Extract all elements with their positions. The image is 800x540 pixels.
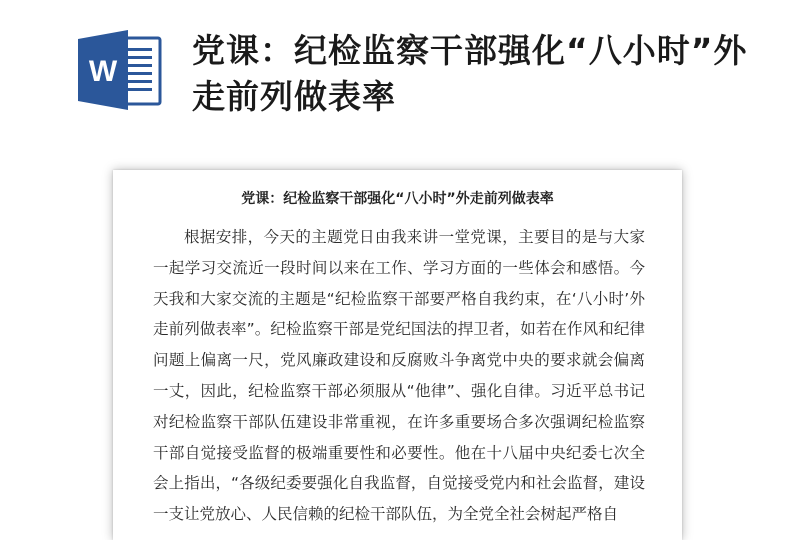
document-page-preview xyxy=(113,170,682,540)
document-title: 党课：纪检监察干部强化“八小时”外走前列做表率 xyxy=(241,191,554,207)
document-body-paragraph: 根据安排，今天的主题党日由我来讲一堂党课，主要目的是与大家一起学习交流近一段时间以来在工作、学习方面的一些体会和感悟。今天我和大家交流的主题是“纪检监察干部要严格自我约束，在‘八小时’外走前列做表率”。纪检监察干部是党纪国法的捍卫者，如若在作风和纪律问题上偏离一尺，党风廉政建设和反腐败斗争离党中央的要求就会偏离一丈，因此，纪检监察干部必须服从“他律”、强化自律。习近平总书记对纪检监察干部队伍建设非常重视，在许多重要场合多次强调纪检监察干部自觉接受监督的极端重要性和必要性。他在十八届中央纪委七次全会上指出，“各级纪委要强化自我监督，自觉接受党内和社会监督，建设一支让党放心、人民信赖的纪检干部队伍，为全党全社会树起严格自 xyxy=(153,228,645,524)
word-document-icon xyxy=(78,30,164,110)
word-logo-letter: W xyxy=(88,55,118,88)
page-title: 党课：纪检监察干部强化“八小时”外走前列做表率 xyxy=(192,31,748,116)
